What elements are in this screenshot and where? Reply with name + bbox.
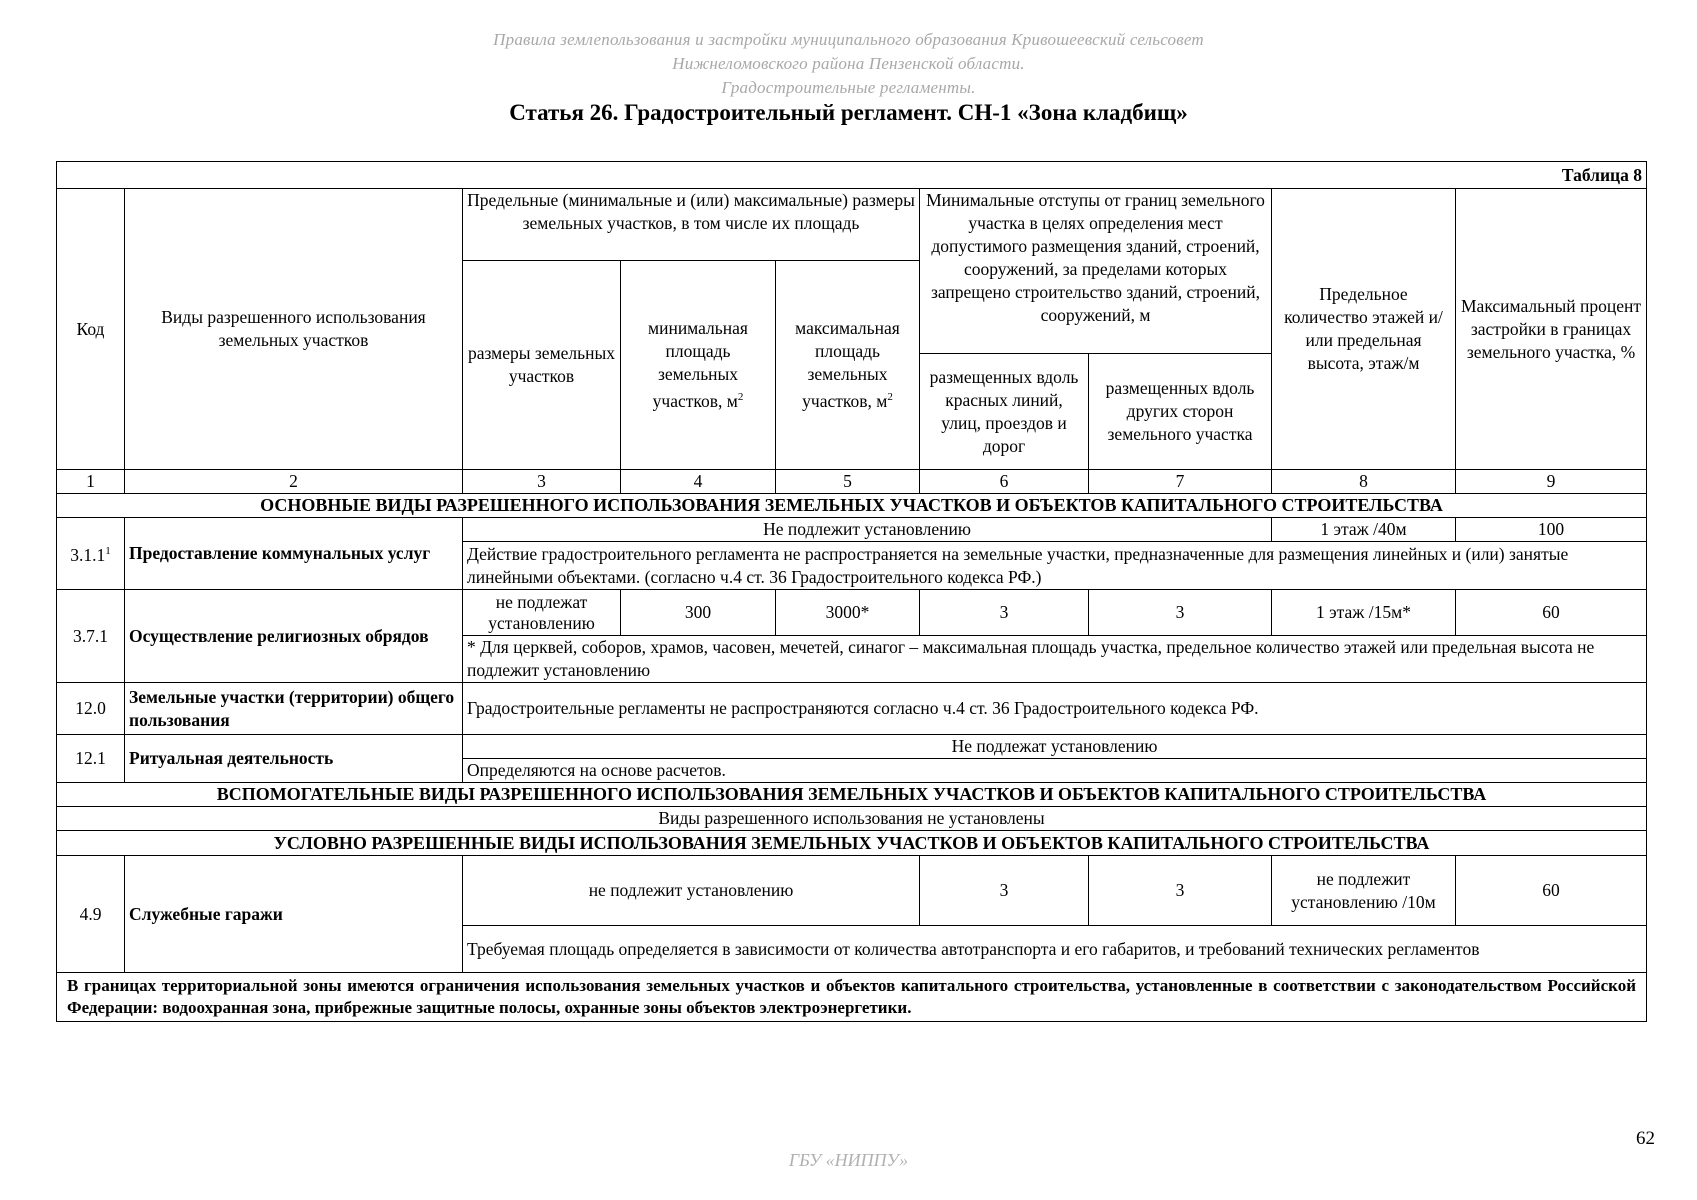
row-use-name: Предоставление коммунальных услуг (125, 518, 463, 590)
document-header-line-2: Нижнеломовского района Пензенской области. (672, 54, 1025, 73)
col-number: 3 (463, 470, 621, 494)
article-title: Статья 26. Градостроительный регламент. СН-1 «Зона кладбищ» (509, 100, 1188, 125)
section-main-heading: ОСНОВНЫЕ ВИДЫ РАЗРЕШЕННОГО ИСПОЛЬЗОВАНИЯ ЗЕМЕЛЬНЫХ УЧАСТКОВ И ОБЪЕКТОВ КАПИТАЛЬНОГО СТРОИТЕЛЬСТВА (57, 494, 1647, 518)
aux-none-text: Виды разрешенного использования не установлены (57, 807, 1647, 831)
header-min-area: минимальная площадь земельных участков, $м^2$ (621, 261, 776, 470)
row-setback-other: 3 (1089, 856, 1272, 926)
footer-organization: ГБУ «НИППУ» (788, 1150, 909, 1170)
row-note: Определяются на основе расчетов. (463, 759, 1647, 783)
row-use-name: Земельные участки (территории) общего пользования (125, 683, 463, 735)
row-sizes: не подлежат установлению (463, 590, 621, 636)
row-coverage: 100 (1456, 518, 1647, 542)
row-min-area: 300 (621, 590, 776, 636)
row-code: 4.9 (57, 856, 125, 973)
section-aux-heading: ВСПОМОГАТЕЛЬНЫЕ ВИДЫ РАЗРЕШЕННОГО ИСПОЛЬЗОВАНИЯ ЗЕМЕЛЬНЫХ УЧАСТКОВ И ОБЪЕКТОВ КАПИТАЛЬНОГО СТРОИТЕЛЬСТВА (57, 783, 1647, 807)
row-floors: 1 этаж /15м* (1272, 590, 1456, 636)
row-floors: 1 этаж /40м (1272, 518, 1456, 542)
row-floors: не подлежит установлению /10м (1272, 856, 1456, 926)
col-number: 2 (125, 470, 463, 494)
table-row (57, 856, 1647, 926)
table-caption: Таблица 8 (57, 162, 1647, 189)
table-row (57, 735, 1647, 759)
regulation-table (56, 161, 1647, 1022)
row-code: 3.1.1$^1$ (57, 518, 125, 590)
header-sizes: размеры земельных участков (463, 261, 621, 470)
header-setback-group: Минимальные отступы от границ земельного участка в целях определения мест допустимого размещения зданий, строений, сооружений, за пределами которых запрещено строительство зданий, строений, сооружений, м (920, 189, 1272, 354)
row-note: Требуемая площадь определяется в зависимости от количества автотранспорта и его габаритов, и требований технических регламентов (463, 926, 1647, 973)
header-coverage: Максимальный процент застройки в границах земельного участка, % (1456, 189, 1647, 470)
row-limits: Не подлежит установлению (463, 518, 1272, 542)
row-note: Действие градостроительного регламента не распространяется на земельные участки, предназначенные для размещения линейных и (или) занятые линейными объектами. (согласно ч.4 ст. 36 Градостроительного кодекса РФ.) (463, 542, 1647, 590)
row-limits: не подлежит установлению (463, 856, 920, 926)
col-number: 6 (920, 470, 1089, 494)
header-uses: Виды разрешенного использования земельных участков (125, 189, 463, 470)
row-coverage: 60 (1456, 856, 1647, 926)
row-coverage: 60 (1456, 590, 1647, 636)
row-limits: Не подлежат установлению (463, 735, 1647, 759)
table-row (57, 590, 1647, 636)
row-max-area: 3000* (776, 590, 920, 636)
row-code: 3.7.1 (57, 590, 125, 683)
row-use-name: Осуществление религиозных обрядов (125, 590, 463, 683)
zone-restrictions-footnote: В границах территориальной зоны имеются ограничения использования земельных участков и объектов капитального строительства, установленные в соответствии с законодательством Российской Федерации: водоохранная зона, прибрежные защитные полосы, охранные зоны объектов электроэнергетики. (57, 973, 1647, 1022)
header-floors: Предельное количество этажей и/или предельная высота, этаж/м (1272, 189, 1456, 470)
column-numbers-row (57, 470, 1647, 494)
row-setback-red: 3 (920, 590, 1089, 636)
row-setback-red: 3 (920, 856, 1089, 926)
table-row (57, 518, 1647, 542)
col-number: 5 (776, 470, 920, 494)
row-setback-other: 3 (1089, 590, 1272, 636)
header-setback-other: размещенных вдоль других сторон земельного участка (1089, 354, 1272, 470)
row-code: 12.0 (57, 683, 125, 735)
row-code: 12.1 (57, 735, 125, 783)
row-use-name: Служебные гаражи (125, 856, 463, 973)
table-row (57, 683, 1647, 735)
header-code: Код (57, 189, 125, 470)
section-conditional-heading: УСЛОВНО РАЗРЕШЕННЫЕ ВИДЫ ИСПОЛЬЗОВАНИЯ ЗЕМЕЛЬНЫХ УЧАСТКОВ И ОБЪЕКТОВ КАПИТАЛЬНОГО СТРОИТЕЛЬСТВА (57, 831, 1647, 856)
header-limits-group: Предельные (минимальные и (или) максимальные) размеры земельных участков, в том числе их площадь (463, 189, 920, 261)
document-header-line-3: Градостроительные регламенты. (721, 78, 976, 97)
row-note: Градостроительные регламенты не распространяются согласно ч.4 ст. 36 Градостроительного кодекса РФ. (463, 683, 1647, 735)
row-note: * Для церквей, соборов, храмов, часовен, мечетей, синагог – максимальная площадь участка, предельное количество этажей или предельная высота не подлежит установлению (463, 636, 1647, 683)
col-number: 1 (57, 470, 125, 494)
row-use-name: Ритуальная деятельность (125, 735, 463, 783)
document-header-line-1: Правила землепользования и застройки муниципального образования Кривошеевский сельсовет (493, 30, 1204, 49)
col-number: 7 (1089, 470, 1272, 494)
page-number: 62 (1636, 1128, 1655, 1149)
col-number: 4 (621, 470, 776, 494)
header-max-area: максимальная площадь земельных участков, $м^2$ (776, 261, 920, 470)
header-setback-red: размещенных вдоль красных линий, улиц, проездов и дорог (920, 354, 1089, 470)
col-number: 8 (1272, 470, 1456, 494)
col-number: 9 (1456, 470, 1647, 494)
